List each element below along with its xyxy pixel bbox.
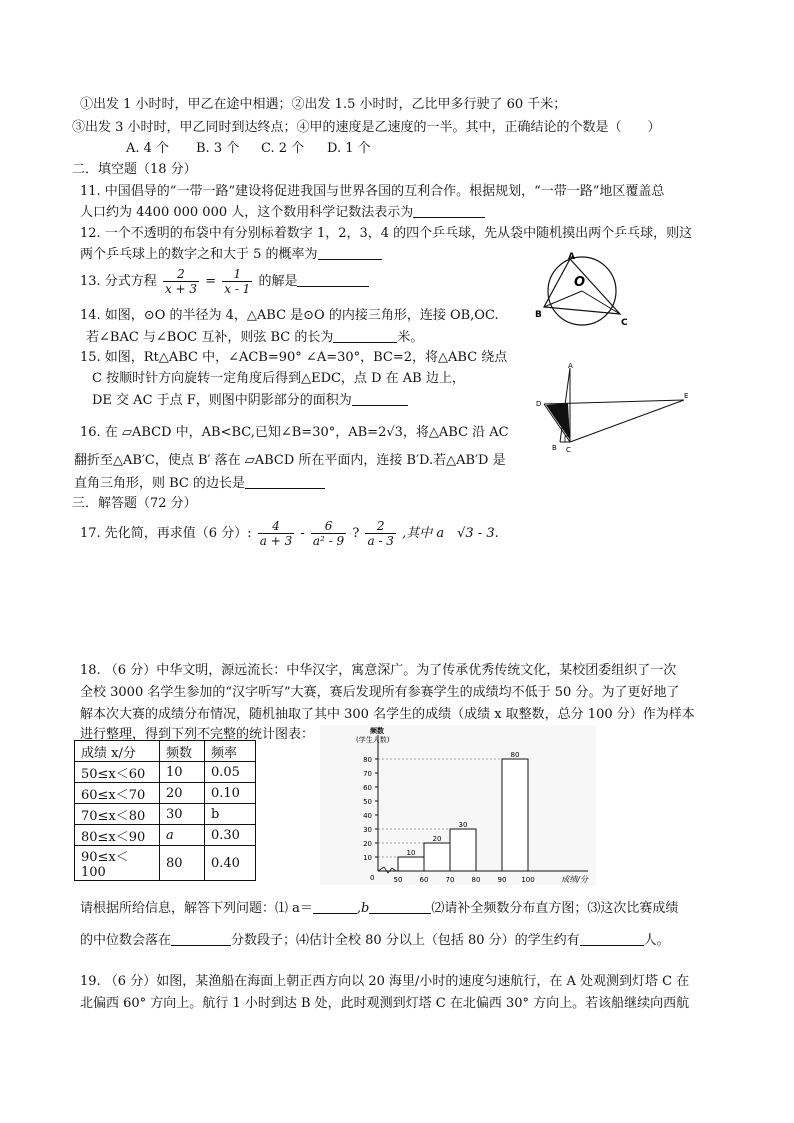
q12-line2: 两个乒乓球上的数字之和大于 5 的概率为 (80, 245, 382, 264)
q18-ask-line2: 的中位数会落在 分数段子；⑷估计全校 80 分以上（包括 80 分）的学生约有 人。 (80, 933, 670, 948)
table-cell: 0.40 (205, 846, 256, 881)
table-cell: 0.05 (205, 762, 256, 783)
table-cell: 20 (160, 783, 205, 804)
q16-line3: 直角三角形，则 BC 的边长是 (74, 474, 325, 493)
y-tick-label: 70 (363, 770, 372, 778)
label-O: O (574, 275, 586, 290)
table-row (75, 825, 256, 846)
section2-title: 二．填空题（18 分） (72, 162, 197, 177)
q14-line2: 若∠BAC 与∠BOC 互补，则弦 BC 的长为 米。 (86, 330, 424, 345)
table-cell: b (205, 804, 256, 825)
q10-line1: ①出发 1 小时时，甲乙在途中相遇；②出发 1.5 小时时，乙比甲多行驶了 60 千米； (80, 97, 567, 112)
label-D: D (536, 400, 542, 408)
table-cell: 0.30 (205, 825, 256, 846)
q18-blank-median[interactable] (171, 931, 231, 946)
histogram-bar (502, 759, 528, 871)
y-axis-label: 频数 (370, 727, 384, 735)
q14-line1: 14. 如图，⊙O 的半径为 4，△ABC 是⊙O 的内接三角形，连接 OB,OC. (80, 308, 499, 323)
y-tick-label: 60 (363, 784, 372, 792)
q13-blank[interactable] (297, 272, 369, 287)
rotation-figure (524, 362, 692, 458)
table-cell: 80 (160, 846, 205, 881)
q10-option-d: D. 1 个 (327, 141, 371, 156)
q10-option-b: B. 3 个 (196, 141, 240, 156)
q13-fraction-1: $\frac{2}{x + 3}$ (164, 267, 198, 296)
table-cell: 0.10 (205, 783, 256, 804)
y-axis-label-2: (学生人数) (356, 736, 390, 744)
table-cell: 80≤x＜90 (75, 825, 160, 846)
x-tick-label: 0 (370, 874, 375, 882)
bar-label: 10 (406, 849, 416, 857)
q18-line3: 解本次大赛的成绩分布情况，随机抽取了其中 300 名学生的成绩（成绩 x 取整数，总分 100 分）作为样本 (80, 707, 695, 722)
histogram-bar (424, 843, 450, 871)
y-tick-label: 80 (363, 756, 372, 764)
histogram-bar (398, 857, 424, 871)
frequency-histogram (320, 725, 596, 885)
q17-fraction-1: $\frac{4}{a + 3}$ (259, 519, 293, 548)
table-row (75, 846, 256, 881)
q18-line1: 18. （6 分）中华文明，源远流长：中华汉字，寓意深广。为了传承优秀传统文化，某校团委组织了一次 (80, 663, 677, 678)
q18-line4: 进行整理，得到下列不完整的统计图表： (80, 727, 315, 742)
table-header-cell: 成绩 x/分 (75, 741, 160, 762)
bar-label: 20 (432, 835, 442, 843)
label-B: B (552, 444, 557, 452)
table-cell: 50≤x＜60 (75, 762, 160, 783)
q13-line: 13. 分式方程 $\frac{2}{x + 3}$ = $\frac{1}{x - 1}$ 的解是 (80, 264, 369, 300)
q19-line2: 北偏西 60° 方向上。航行 1 小时到达 B 处，此时观测到灯塔 C 在北偏西 30° 方向上。若该船继续向西航 (80, 996, 690, 1011)
circle-triangle-figure (534, 252, 630, 330)
x-tick-label: 100 (521, 876, 535, 884)
q15-line2: C 按顺时针方向旋转一定角度后得到△EDC，点 D 在 AB 边上， (92, 371, 465, 386)
table-cell: a (160, 825, 205, 846)
x-tick-label: 70 (445, 876, 455, 884)
q18-blank-a[interactable] (313, 899, 357, 914)
y-tick-label: 30 (363, 826, 372, 834)
q12-line1: 12. 一个不透明的布袋中有分别标着数字 1，2，3，4 的四个乒乓球，先从袋中随机摸出两个乒乓球，则这 (80, 226, 693, 241)
q13-fraction-2: $\frac{1}{x - 1}$ (224, 267, 251, 296)
x-tick-label: 90 (497, 876, 507, 884)
table-cell: 10 (160, 762, 205, 783)
y-tick-label: 20 (363, 840, 372, 848)
q18-ask-line1: 请根据所给信息，解答下列问题：⑴ a＝ ,b ⑵请补全频数分布直方图；⑶这次比赛成绩 (80, 901, 679, 916)
bar-label: 30 (458, 821, 468, 829)
label-C: C (621, 318, 628, 328)
label-A: A (568, 252, 575, 262)
label-C: C (566, 446, 571, 454)
q19-line1: 19. （6 分）如图，某渔船在海面上朝正西方向以 20 海里/小时的速度匀速航行，在 A 处观测到灯塔 C 在 (80, 974, 690, 989)
table-cell: 70≤x＜80 (75, 804, 160, 825)
q15-blank[interactable] (352, 391, 408, 406)
q14-blank[interactable] (333, 328, 397, 343)
q16-line2: 翻折至△AB′C，使点 B′ 落在 ▱ABCD 所在平面内，连接 B′D.若△AB′D 是 (74, 453, 506, 468)
q16-line1: 16. 在 ▱ABCD 中，AB<BC,已知∠B=30°，AB=2√3，将△ABC 沿 AC (80, 425, 509, 440)
q11-line1: 11. 中国倡导的“一带一路”建设将促进我国与世界各国的互利合作。根据规划，“一带一路”地区覆盖总 (80, 184, 665, 199)
q18-blank-b[interactable] (369, 899, 431, 914)
label-A: A (568, 362, 573, 370)
q10-option-a: A. 4 个 (126, 141, 170, 156)
section3-title: 三．解答题（72 分） (72, 496, 197, 511)
frequency-table (74, 740, 256, 881)
q12-blank[interactable] (318, 245, 382, 260)
histogram-bar (450, 829, 476, 871)
table-header-cell: 频率 (205, 741, 256, 762)
y-tick-label: 40 (363, 812, 372, 820)
q16-blank[interactable] (245, 474, 325, 489)
table-header-cell: 频数 (160, 741, 205, 762)
label-B: B (535, 310, 542, 320)
x-tick-label: 50 (393, 876, 403, 884)
x-tick-label: 80 (471, 876, 481, 884)
q17-fraction-2: $\frac{6}{\text{a² - 9}}$ (312, 519, 345, 548)
q10-line2: ③出发 3 小时时，甲乙同时到达终点；④甲的速度是乙速度的一半。其中，正确结论的个数是（ ） (72, 120, 661, 135)
table-row (75, 804, 256, 825)
x-axis-label: 成绩/分 (561, 875, 588, 884)
q15-line1: 15. 如图，Rt△ABC 中，∠ACB=90° ∠A=30°，BC=2，将△ABC 绕点 (80, 350, 508, 365)
q18-blank-count[interactable] (580, 931, 644, 946)
table-cell: 60≤x＜70 (75, 783, 160, 804)
q17-fraction-3: $\frac{2}{a - 3}$ (367, 519, 394, 548)
table-row (75, 783, 256, 804)
table-cell: 90≤x＜100 (75, 846, 160, 881)
x-tick-label: 60 (419, 876, 429, 884)
y-tick-label: 10 (363, 854, 372, 862)
label-E: E (684, 392, 689, 400)
table-header-row (75, 741, 256, 762)
y-tick-label: 50 (363, 798, 372, 806)
q10-option-c: C. 2 个 (261, 141, 305, 156)
q15-line3: DE 交 AC 于点 F，则图中阴影部分的面积为 (92, 391, 408, 410)
q17-line: 17. 先化简，再求值（6 分）: $\frac{4}{a + 3}$ - $\frac{6}{\text{a² - 9}}$ ? $\frac{2}{a - 3}$ ,其中 a √3 - 3. (80, 519, 499, 548)
q11-blank[interactable] (413, 203, 485, 218)
q11-line2: 人口约为 4400 000 000 人，这个数用科学记数法表示为 (80, 203, 485, 222)
table-row (75, 762, 256, 783)
q18-line2: 全校 3000 名学生参加的“汉字听写”大赛，赛后发现所有参赛学生的成绩均不低于 50 分。为了更好地了 (80, 685, 680, 700)
table-cell: 30 (160, 804, 205, 825)
bar-label: 80 (510, 751, 520, 759)
